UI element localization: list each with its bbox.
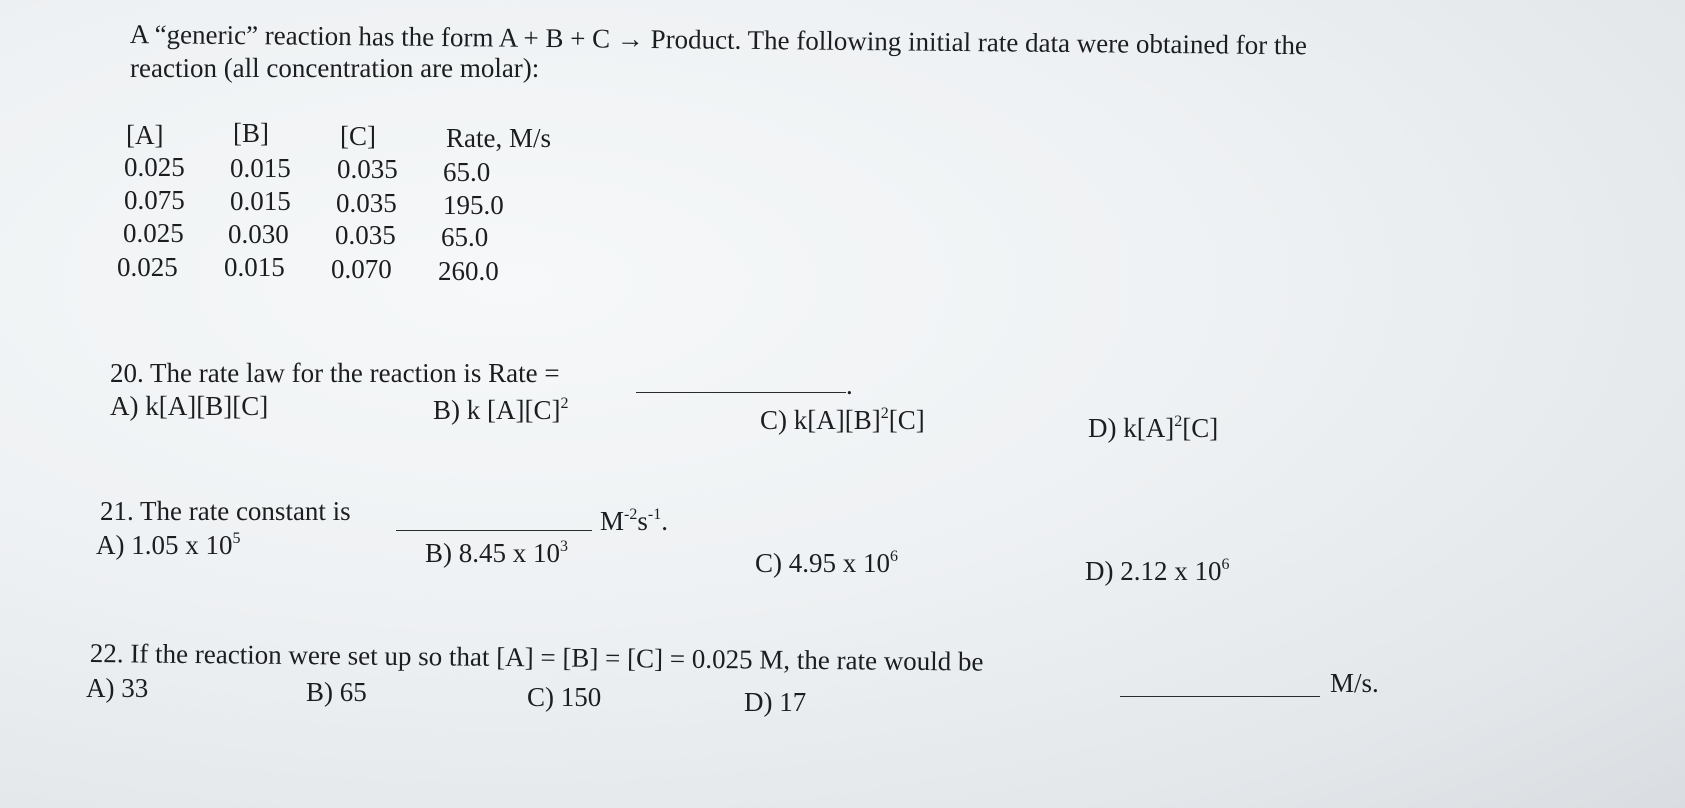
table-header-rate: Rate, M/s <box>446 123 551 153</box>
option-a[interactable]: A) 33 <box>86 673 149 703</box>
table-header-c: [C] <box>340 121 376 151</box>
table-header-a: [A] <box>126 120 164 150</box>
option-d[interactable]: D) $k[A]^2[C]$ <box>1088 413 1219 443</box>
answer-blank[interactable] <box>636 392 846 393</box>
table-cell: 65.0 <box>441 222 489 252</box>
table-cell: 0.015 <box>224 252 285 282</box>
period: . <box>846 370 853 400</box>
table-cell: 195.0 <box>443 190 504 220</box>
table-cell: 0.035 <box>336 188 397 218</box>
option-d[interactable]: D) 17 <box>744 687 807 717</box>
table-cell: 0.015 <box>230 153 291 183</box>
table-cell: 0.025 <box>123 218 184 248</box>
table-cell: 0.070 <box>331 254 392 284</box>
table-header-b: [B] <box>233 118 269 148</box>
option-b[interactable]: B) 65 <box>306 677 367 707</box>
table-cell: 0.075 <box>124 185 185 215</box>
option-a[interactable]: A) 1.05 x $10^5$ <box>96 530 241 560</box>
answer-blank[interactable] <box>1120 696 1320 697</box>
option-c[interactable]: C) $k[A][B]^2[C]$ <box>760 405 925 435</box>
table-cell: 0.035 <box>337 154 398 184</box>
option-a[interactable]: A) k[A][B][C] <box>110 391 269 421</box>
table-cell: 260.0 <box>438 256 499 286</box>
table-cell: 0.030 <box>228 219 289 249</box>
table-cell: 0.025 <box>117 252 178 282</box>
table-cell: 0.025 <box>124 152 185 182</box>
option-c[interactable]: C) 4.95 x $10^6$ <box>755 548 898 578</box>
intro-line-1: A “generic” reaction has the form A + B + C → Product. The following initial rate data were obtained for the <box>129 18 1308 61</box>
option-b[interactable]: B) k $[A][C]^2$ <box>433 395 569 425</box>
option-b[interactable]: B) 8.45 x $10^3$ <box>425 538 568 568</box>
rate-constant-unit: $M^{-2}s^{-1}$. <box>600 506 668 536</box>
table-cell: 65.0 <box>443 157 491 187</box>
rate-unit: M/s. <box>1330 668 1379 698</box>
intro-line-2: reaction (all concentration are molar): <box>130 53 540 83</box>
question-21-stem: 21. The rate constant is <box>100 496 351 526</box>
answer-blank[interactable] <box>396 530 592 531</box>
option-d[interactable]: D) 2.12 x $10^6$ <box>1085 556 1230 586</box>
table-cell: 0.035 <box>335 220 396 250</box>
table-cell: 0.015 <box>230 186 291 216</box>
option-c[interactable]: C) 150 <box>527 682 602 712</box>
question-20-stem: 20. The rate law for the reaction is Rate = <box>110 358 560 388</box>
question-22-stem: 22. If the reaction were set up so that [A] = [B] = [C] = 0.025 M, the rate would be <box>89 638 984 677</box>
